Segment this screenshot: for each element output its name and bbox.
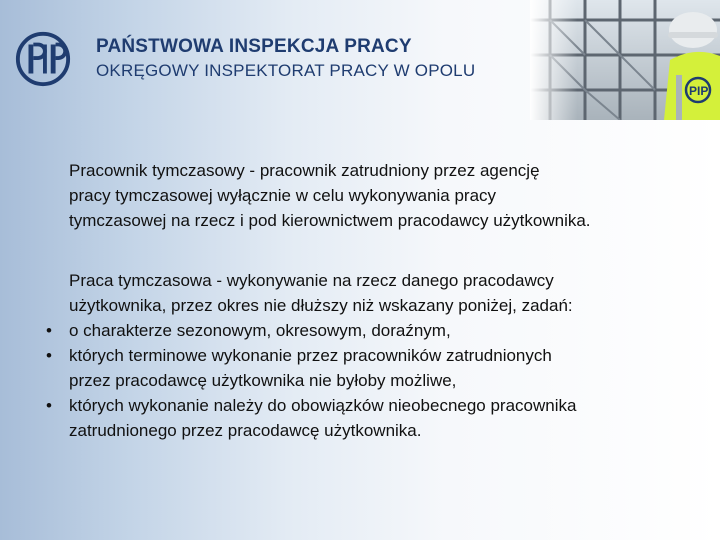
definition-line: tymczasowej na rzecz i pod kierownictwem pracodawcy użytkownika. [69, 211, 591, 230]
definition-line: pracy tymczasowej wyłącznie w celu wykonywania pracy [69, 186, 497, 205]
pip-logo-icon [14, 30, 72, 88]
bullet-item [30, 318, 690, 343]
bullet-item [30, 343, 690, 393]
bullet-icon: • [46, 346, 52, 365]
definition-temporary-worker [30, 158, 690, 233]
worker-scaffolding-photo [530, 0, 720, 120]
slide-header [0, 0, 720, 120]
bullet-line: zatrudnionego przez pracodawcę użytkownika. [69, 421, 422, 440]
slide-content [30, 158, 690, 443]
definition-line: Praca tymczasowa - wykonywanie na rzecz danego pracodawcy [69, 271, 554, 290]
bullet-line: o charakterze sezonowym, okresowym, doraźnym, [69, 321, 451, 340]
definition-temporary-work [30, 268, 690, 318]
bullet-icon: • [46, 396, 52, 415]
definition-line: Pracownik tymczasowy - pracownik zatrudniony przez agencję [69, 161, 540, 180]
organization-title: PAŃSTWOWA INSPEKCJA PRACY [96, 36, 412, 57]
bullet-line: których wykonanie należy do obowiązków nieobecnego pracownika [69, 396, 577, 415]
bullet-icon: • [46, 321, 52, 340]
bullet-line: których terminowe wykonanie przez pracowników zatrudnionych [69, 346, 552, 365]
bullet-item [30, 393, 690, 443]
bullet-line: przez pracodawcę użytkownika nie byłoby możliwe, [69, 371, 457, 390]
definition-line: użytkownika, przez okres nie dłuższy niż wskazany poniżej, zadań: [69, 296, 573, 315]
organization-subtitle: OKRĘGOWY INSPEKTORAT PRACY W OPOLU [96, 61, 476, 80]
